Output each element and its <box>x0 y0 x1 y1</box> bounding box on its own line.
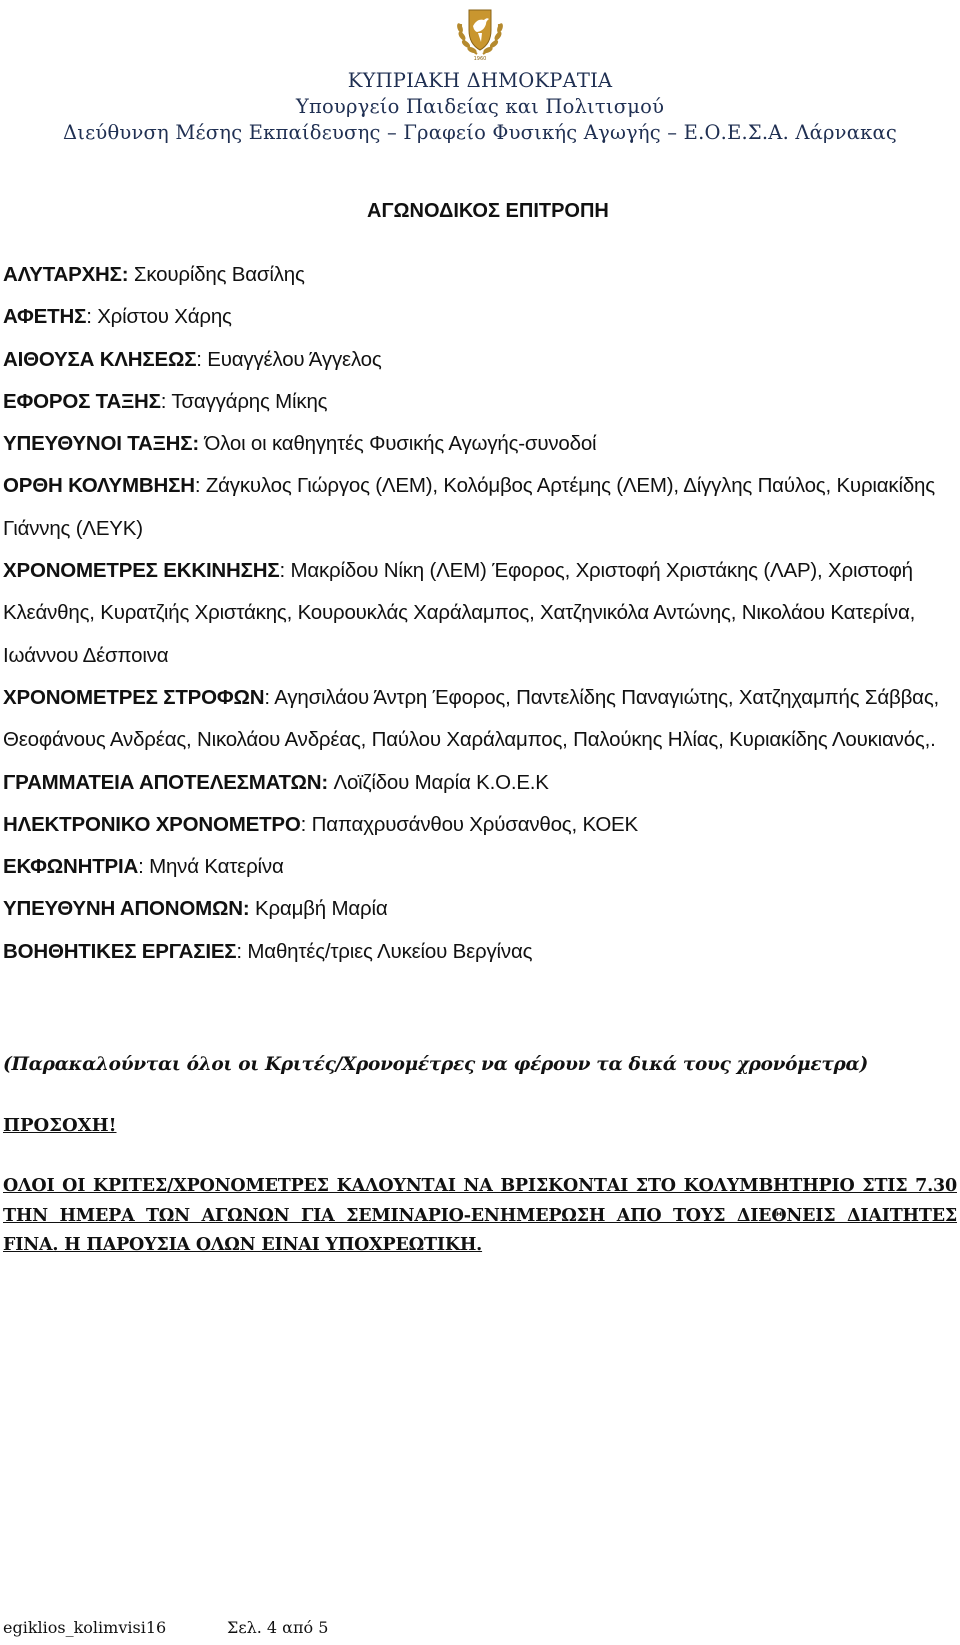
role-head-referee: ΑΛΥΤΑΡΧΗΣ: Σκουρίδης Βασίλης <box>3 263 305 286</box>
role-label: ΧΡΟΝΟΜΕΤΡΕΣ ΣΤΡΟΦΩΝ <box>3 685 265 709</box>
role-label: ΟΡΘΗ ΚΟΛΥΜΒΗΣΗ <box>3 474 195 498</box>
role-value: Κραμβή Μαρία <box>254 897 388 921</box>
role-label: ΑΦΕΤΗΣ <box>3 305 87 329</box>
role-electronic-timing: ΗΛΕΚΤΡΟΝΙΚΟ ΧΡΟΝΟΜΕΤΡΟ: Παπαχρυσάνθου Χρύσανθος, ΚΟΕΚ <box>3 812 639 836</box>
role-awards: ΥΠΕΥΘΥΝΗ ΑΠΟΝΟΜΩΝ: Κραμβή Μαρία <box>3 897 388 921</box>
role-start-timekeepers: ΧΡΟΝΟΜΕΤΡΕΣ ΕΚΚΙΝΗΣΗΣ: Μακρίδου Νίκη (ΛΕΜ) Έφορος, Χριστοφή Χριστάκης (ΛΑΡ), Χριστοφή Κλεάνθης, Κυρατζιής Χριστάκης, Κουρουκλάς Χαράλαμπος, Χατζηνικόλα Αντώνης, Νικολάου Κατερίνα, Ιωάννου Δέσποινα <box>3 559 916 667</box>
role-label: ΑΛΥΤΑΡΧΗΣ <box>3 263 122 286</box>
page-number: Σελ. 4 από 5 <box>227 1618 329 1637</box>
role-value: Μηνά Κατερίνα <box>149 855 284 879</box>
role-label: ΕΚΦΩΝΗΤΡΙΑ <box>3 855 139 879</box>
role-value: Μαθητές/τριες Λυκείου Βεργίνας <box>247 939 533 963</box>
role-call-room: ΑΙΘΟΥΣΑ ΚΛΗΣΕΩΣ: Ευαγγέλου Άγγελος <box>3 347 382 371</box>
document-header <box>0 0 960 146</box>
role-results-secretariat: ΓΡΑΜΜΑΤΕΙΑ ΑΠΟΤΕΛΕΣΜΑΤΩΝ: Λοϊζίδου Μαρία Κ.Ο.Ε.Κ <box>3 770 549 794</box>
role-value: Μακρίδου Νίκη (ΛΕΜ) Έφορος, Χριστοφή Χριστάκης (ΛΑΡ), Χριστοφή Κλεάνθης, Κυρατζιής Χριστάκης, Κουρουκλάς Χαράλαμπος, Χατζηνικόλα Αντώνης, Νικολάου Κατερίνα, Ιωάννου Δέσποινα <box>3 559 916 667</box>
role-turn-timekeepers: ΧΡΟΝΟΜΕΤΡΕΣ ΣΤΡΟΦΩΝ: Αγησιλάου Άντρη Έφορος, Παντελίδης Παναγιώτης, Χατζηχαμπής Σάββας, Θεοφάνους Ανδρέας, Νικολάου Ανδρέας, Παύλου Χαράλαμπος, Παλούκης Ηλίας, Κυριακίδης Λουκιανός,. <box>3 685 940 752</box>
attention-heading: ΠΡΟΣΟΧΗ! <box>3 1115 117 1136</box>
role-starter: ΑΦΕΤΗΣ: Χρίστου Χάρης <box>3 305 232 329</box>
role-value: Ζάγκυλος Γιώργος (ΛΕΜ), Κολόμβος Αρτέμης (ΛΕΜ), Δίγγλης Παύλος, Κυριακίδης Γιάννης (ΛΕΥΚ) <box>3 474 935 540</box>
role-order-officer: ΕΦΟΡΟΣ ΤΑΞΗΣ: Τσαγγάρης Μίκης <box>3 389 328 413</box>
role-order-staff: ΥΠΕΥΘΥΝΟΙ ΤΑΞΗΣ: Όλοι οι καθηγητές Φυσικής Αγωγής-συνοδοί <box>3 432 597 456</box>
role-label: ΥΠΕΥΘΥΝΗ ΑΠΟΝΟΜΩΝ <box>3 897 243 921</box>
role-label: ΑΙΘΟΥΣΑ ΚΛΗΣΕΩΣ <box>3 347 197 371</box>
role-label: ΧΡΟΝΟΜΕΤΡΕΣ ΕΚΚΙΝΗΣΗΣ <box>3 559 280 583</box>
committee-title: ΑΓΩΝΟΔΙΚΟΣ ΕΠΙΤΡΟΠΗ <box>367 200 609 222</box>
role-label: ΕΦΟΡΟΣ ΤΑΞΗΣ <box>3 389 161 413</box>
role-value: Αγησιλάου Άντρη Έφορος, Παντελίδης Παναγιώτης, Χατζηχαμπής Σάββας, Θεοφάνους Ανδρέας, Νικολάου Ανδρέας, Παύλου Χαράλαμπος, Παλούκης Ηλίας, Κυριακίδης Λουκιανός,. <box>3 685 940 752</box>
role-value: Χρίστου Χάρης <box>97 305 232 329</box>
ministry-name: Υπουργείο Παιδείας και Πολιτισμού <box>295 95 665 118</box>
role-value: Ευαγγέλου Άγγελος <box>207 347 382 371</box>
role-support: ΒΟΗΘΗΤΙΚΕΣ ΕΡΓΑΣΙΕΣ: Μαθητές/τριες Λυκείου Βεργίνας <box>3 939 533 963</box>
role-value: Σκουρίδης Βασίλης <box>133 263 305 286</box>
role-value: Όλοι οι καθηγητές Φυσικής Αγωγής-συνοδοί <box>204 432 597 456</box>
department-name: Διεύθυνση Μέσης Εκπαίδευσης – Γραφείο Φυσικής Αγωγής – Ε.Ο.Ε.Σ.Α. Λάρνακας <box>63 121 897 144</box>
stopwatch-notice: (Παρακαλούνται όλοι οι Κριτές/Χρονομέτρες να φέρουν τα δικά τους χρονόμετρα) <box>3 1054 868 1075</box>
svg-text:1960: 1960 <box>473 56 487 62</box>
role-label: ΥΠΕΥΘΥΝΟΙ ΤΑΞΗΣ <box>3 432 193 456</box>
country-name: ΚΥΠΡΙΑΚΗ ΔΗΜΟΚΡΑΤΙΑ <box>347 69 613 92</box>
roles-list <box>3 254 957 973</box>
role-announcer: ΕΚΦΩΝΗΤΡΙΑ: Μηνά Κατερίνα <box>3 855 284 879</box>
role-label: ΓΡΑΜΜΑΤΕΙΑ ΑΠΟΤΕΛΕΣΜΑΤΩΝ <box>3 770 322 794</box>
role-stroke-judges: ΟΡΘΗ ΚΟΛΥΜΒΗΣΗ: Ζάγκυλος Γιώργος (ΛΕΜ), Κολόμβος Αρτέμης (ΛΕΜ), Δίγγλης Παύλος, Κυριακίδης Γιάννης (ΛΕΥΚ) <box>3 474 935 540</box>
document-id: egiklios_kolimvisi16 <box>3 1618 167 1637</box>
role-value: Τσαγγάρης Μίκης <box>171 389 328 413</box>
role-value: Παπαχρυσάνθου Χρύσανθος, ΚΟΕΚ <box>311 812 639 836</box>
role-label: ΗΛΕΚΤΡΟΝΙΚΟ ΧΡΟΝΟΜΕΤΡΟ <box>3 812 301 836</box>
role-value: Λοϊζίδου Μαρία Κ.Ο.Ε.Κ <box>333 770 549 794</box>
cyprus-dove-emblem-icon <box>451 4 509 62</box>
role-label: ΒΟΗΘΗΤΙΚΕΣ ΕΡΓΑΣΙΕΣ <box>3 939 237 963</box>
attendance-warning: ΟΛΟΙ ΟΙ ΚΡΙΤΕΣ/ΧΡΟΝΟΜΕΤΡΕΣ ΚΑΛΟΥΝΤΑΙ ΝΑ ΒΡΙΣΚΟΝΤΑΙ ΣΤΟ ΚΟΛΥΜΒΗΤΗΡΙΟ ΣΤΙΣ 7.30 ΤΗΝ ΗΜΕΡΑ ΤΩΝ ΑΓΩΝΩΝ ΓΙΑ ΣΕΜΙΝΑΡΙΟ-ΕΝΗΜΕΡΩΣΗ ΑΠΟ ΤΟΥΣ ΔΙΕΘΝΕΙΣ ΔΙΑΙΤΗΤΕΣ FINA. Η ΠΑΡΟΥΣΙΑ ΟΛΩΝ ΕΙΝΑΙ ΥΠΟΧΡΕΩΤΙΚΗ. <box>3 1176 957 1255</box>
